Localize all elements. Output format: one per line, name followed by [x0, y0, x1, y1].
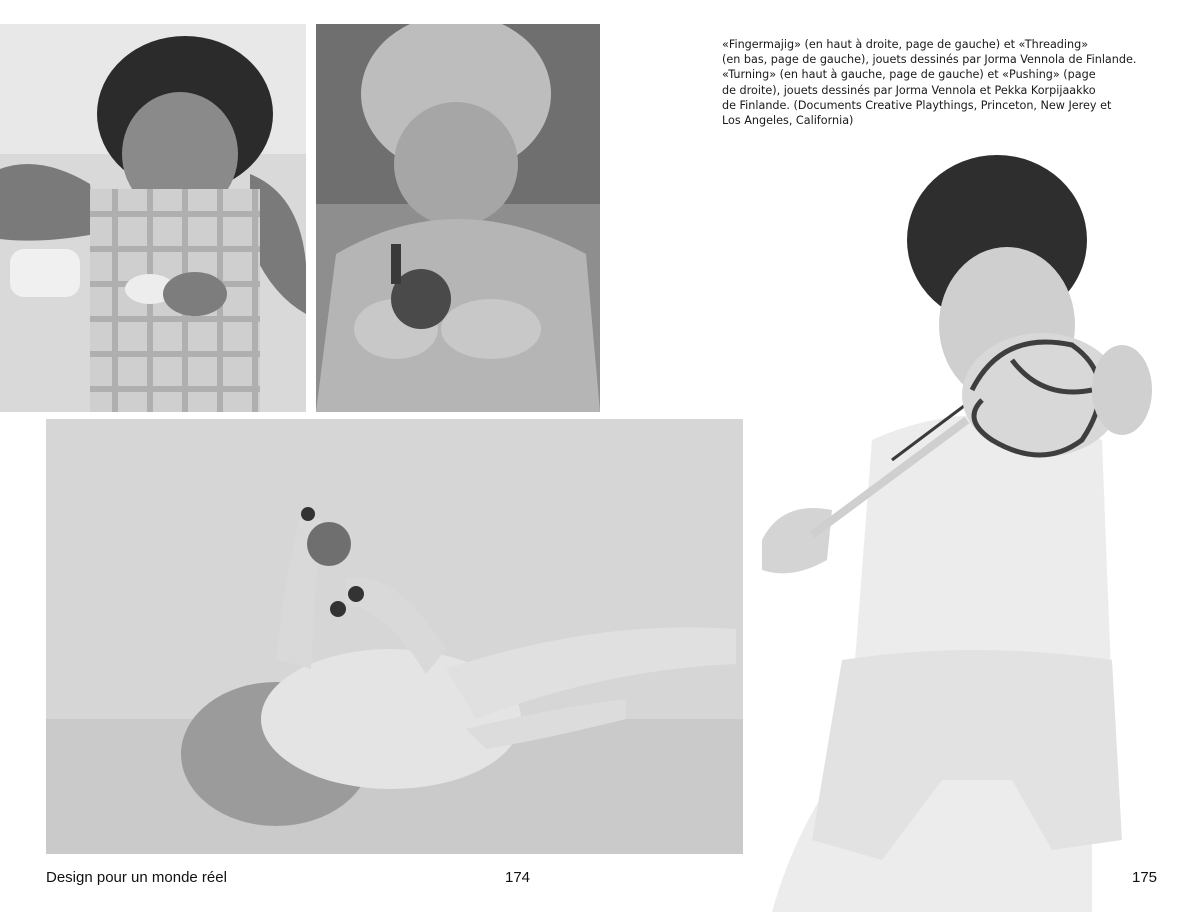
- baby-lying-photo: [46, 419, 743, 854]
- boy-with-toy-photo: [316, 24, 600, 412]
- boy-threading-photo: [752, 140, 1200, 912]
- caption-line: «Fingermajig» (en haut à droite, page de gauche) et «Threading»: [722, 38, 1089, 51]
- book-title: Design pour un monde réel: [46, 869, 227, 886]
- page-number-right: 175: [1132, 869, 1158, 886]
- caption-line: Los Angeles, California): [722, 114, 854, 128]
- page-number-left: 174: [505, 869, 531, 886]
- caption-line: de Finlande. (Documents Creative Playthings, Princeton, New Jerey et: [722, 98, 1112, 112]
- caption-line: «Turning» (en haut à gauche, page de gauche) et «Pushing» (page: [722, 68, 1096, 82]
- photo-caption: [722, 37, 1162, 128]
- girl-with-toy-photo: [0, 24, 306, 412]
- caption-line: (en bas, page de gauche), jouets dessinés par Jorma Vennola de Finlande.: [722, 53, 1137, 67]
- caption-line: de droite), jouets dessinés par Jorma Vennola et Pekka Korpijaakko: [722, 83, 1096, 97]
